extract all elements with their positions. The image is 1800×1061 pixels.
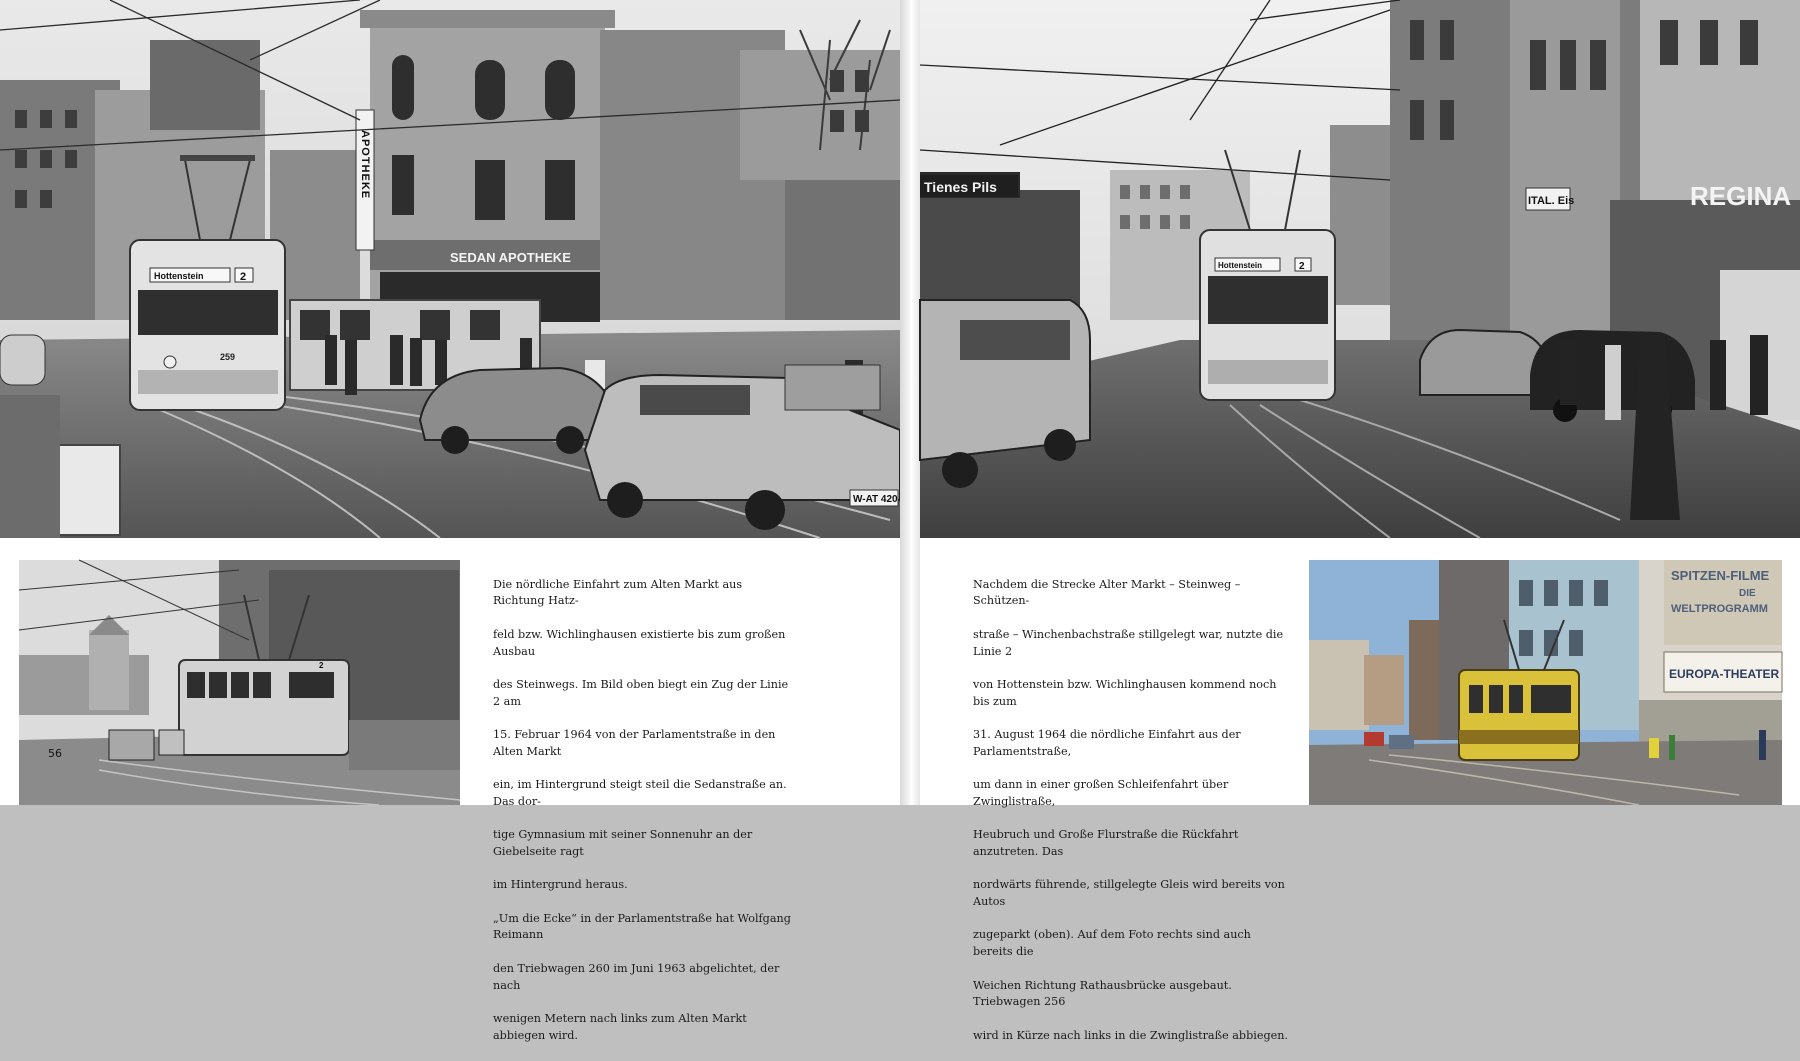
caption-line: im Hintergrund heraus. xyxy=(493,878,628,892)
caption-line: den Triebwagen 260 im Juni 1963 abgelichtet, der nach xyxy=(493,961,780,992)
wall-ad-line-1: SPITZEN-FILME xyxy=(1671,568,1770,583)
right-caption xyxy=(973,560,1293,1061)
photo-parlamentstrasse-street xyxy=(920,0,1800,538)
photo-color-yellow-tram xyxy=(1309,560,1782,805)
caption-line: des Steinwegs. Im Bild oben biegt ein Zug der Linie 2 am xyxy=(493,677,789,708)
license-plate: W-AT 420 xyxy=(853,494,898,505)
right-page xyxy=(920,0,1800,1042)
caption-line: um dann in einer großen Schleifenfahrt über Zwinglistraße, xyxy=(973,778,1229,808)
caption-line: wenigen Metern nach links zum Alten Markt abbiegen wird. xyxy=(493,1011,747,1042)
sedan-apotheke-sign: SEDAN APOTHEKE xyxy=(450,250,571,265)
apotheke-vertical-sign: APOTHEKE xyxy=(359,130,371,200)
caption-line: straße – Winchenbachstraße stillgelegt war, nutzte die Linie 2 xyxy=(973,627,1284,658)
bottom-tram-line-number: 2 xyxy=(319,661,324,670)
caption-line: von Hottenstein bzw. Wichlinghausen kommend noch bis zum xyxy=(973,677,1277,708)
caption-line: nordwärts führende, stillgelegte Gleis wird bereits von Autos xyxy=(973,878,1285,909)
tram-car-number: 259 xyxy=(220,352,236,362)
wall-ad-line-2: DIE xyxy=(1739,588,1756,599)
caption-line: Nachdem die Strecke Alter Markt – Steinweg – Schützen- xyxy=(973,577,1241,608)
tram-line-number: 2 xyxy=(240,271,247,283)
wall-ad-line-3: WELTPROGRAMM xyxy=(1671,603,1768,615)
caption-line: wird in Kürze nach links in die Zwinglistraße abbiegen. xyxy=(973,1028,1288,1042)
caption-line: 31. August 1964 die nördliche Einfahrt aus der Parlamentstraße, xyxy=(973,728,1241,758)
tienes-pils-sign: Tienes Pils xyxy=(924,179,997,195)
caption-line: Die nördliche Einfahrt zum Alten Markt aus Richtung Hatz- xyxy=(493,577,743,608)
page-number: 56 xyxy=(48,747,62,760)
right-tram-line-number: 2 xyxy=(1299,261,1305,272)
caption-line: zugeparkt (oben). Auf dem Foto rechts sind auch bereits die xyxy=(973,928,1251,959)
caption-line: Heubruch und Große Flurstraße die Rückfahrt anzutreten. Das xyxy=(973,828,1239,858)
caption-line: Weichen Richtung Rathausbrücke ausgebaut. Triebwagen 256 xyxy=(973,978,1232,1009)
caption-line: „Um die Ecke“ in der Parlamentstraße hat Wolfgang Reimann xyxy=(493,911,791,942)
book-gutter xyxy=(900,0,920,805)
photo-alter-markt-tram xyxy=(0,0,900,538)
photo-parlamentstrasse-tram xyxy=(19,560,460,805)
left-page xyxy=(0,0,900,1042)
right-tram-destination-sign: Hottenstein xyxy=(1218,261,1262,270)
europa-theater-sign: EUROPA-THEATER xyxy=(1669,667,1780,681)
tram-destination-sign: Hottenstein xyxy=(154,271,204,281)
caption-line: tige Gymnasium mit seiner Sonnenuhr an der Giebelseite ragt xyxy=(493,828,753,858)
caption-line: feld bzw. Wichlinghausen existierte bis zum großen Ausbau xyxy=(493,627,786,658)
ital-eis-sign: ITAL. Eis xyxy=(1528,195,1575,207)
caption-line: 15. Februar 1964 von der Parlamentstraße in den Alten Markt xyxy=(493,728,776,758)
regina-sign: REGINA xyxy=(1690,181,1792,211)
caption-line: ein, im Hintergrund steigt steil die Sedanstraße an. Das dor- xyxy=(493,778,787,808)
left-caption xyxy=(493,560,793,1061)
